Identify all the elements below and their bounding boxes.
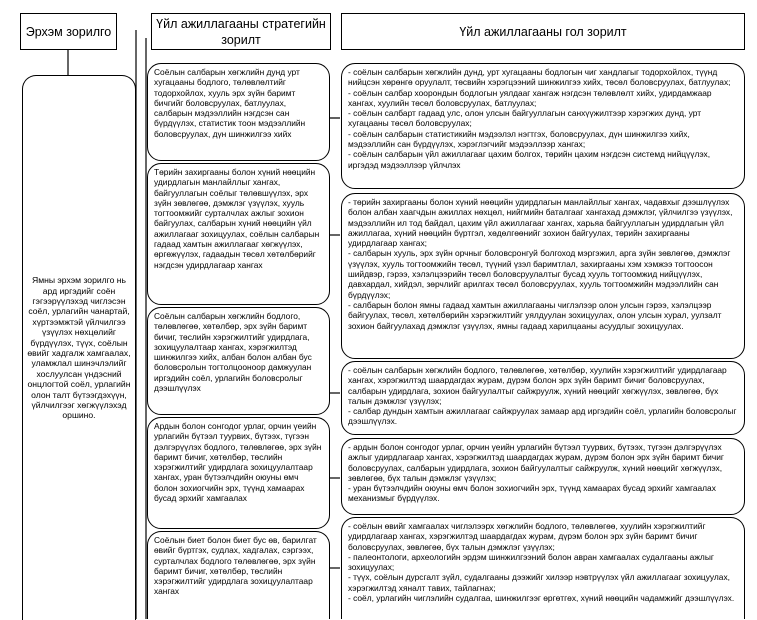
strategic-box-5	[147, 531, 330, 619]
strategic-text-5: Соёлын биет болон биет бус өв, барилгат өвийг бүртгэх, судлах, хадгалах, сэргээх, сурталчлах бодлого төлөвлөгөө, эрх зүйн баримт бичиг, хөтөлбөр, төслийн хэрэгжилтийг удирдлага зохицуулалтаар хангах	[154, 535, 317, 597]
goal-3-2: - салбар дундын хамтын ажиллагааг сайжруулах замаар ард иргэдийн соёл, урлагийн боловсролыг дээшлүүлэх.	[348, 406, 737, 427]
goal-4-1: - ардын болон сонгодог урлаг, орчин үеийн урлагийн бүтээл туурвих, бүтээх, түгээн дэлгэрүүлэх ажлыг удирдлагаар хангах, хэрэгжилтэд шаардагдах журам, дүрэм болон эрх зүйн баримт бичиг боловсруулах, салбарын удирдлага, зохион байгуулалтыг сайжруулж, хүний нөөцийг хөгжүүлэх, зөвлөгөө, бүх талын дэмжлэг үзүүлэх;	[348, 442, 724, 483]
mission-header-label: Эрхэм зорилго	[25, 24, 112, 39]
goal-1-1: - соёлын салбарын хөгжлийн дунд, урт хугацааны бодлогын чиг хандлагыг тодорхойлох, түүнд нийцсэн хөрөнгө оруулалт, төсвийн хэрэгцээний шинжилгээ хийх, төсөл боловсруулах, батлуулах;	[348, 67, 731, 88]
goal-4-2: - уран бүтээлчдийн оюуны өмч болон зохиогчийн эрх, түүнд хамаарах бусад эрхийг хамгаалах механизмыг бүрдүүлэх.	[348, 483, 716, 504]
strategic-box-4	[147, 417, 330, 529]
goal-2-3: - салбарын болон ямны гадаад хамтын ажиллагааны чиглэлээр олон улсын гэрээ, хэлэлцээр байгуулах, төсөл, хөтөлбөрийн хэрэгжилтийг уялдуулан зохицуулах, олон улсын хурал, уулзалт зохион байгуулахад дэмжлэг үзүүлэх, ямны гадаад харилцааны асуудлыг зохицуулах.	[348, 299, 722, 331]
strategic-text-3: Соёлын салбарын хөгжлийн бодлого, төлөвлөгөө, хөтөлбөр, эрх зүйн баримт бичиг, төслийн хэрэгжилтийг удирдлага, зохицуулалтаар хангах, хэрэгжилтэд шинжилгээ хийх, албан болон албан бус боловсролын тогтолцооноор дамжуулан иргэдийн соёл, урлагийн боловсролыг дээшлүүлэх	[154, 311, 312, 394]
main-goals-header-label: Үйл ажиллагааны гол зорилт	[459, 24, 627, 39]
main-goals-header	[341, 13, 745, 50]
strategic-header-label: Үйл ажиллагааны стратегийн зорилт	[156, 16, 326, 47]
goal-5-1: - соёлын өвийг хамгаалах чиглэлээрх хөгжлийн бодлого, төлөвлөгөө, хуулийн хэрэгжилтийг удирдлагаар хангах, хэрэгжилтэд шаардагдах журам, дүрэм болон эрх зүйн баримт бичиг боловсруулах, зөвлөгөө, бүх талын дэмжлэг үзүүлэх;	[348, 521, 706, 552]
strategic-text-4: Ардын болон сонгодог урлаг, орчин үеийн урлагийн бүтээл туурвих, бүтээх, түгээн дэлгэрүүлэх бодлого, төлөвлөгөө, эрх зүйн баримт бичиг, хөтөлбөр, төслийн хэрэгжилтийг удирдлага зохицуулалтаар хангах, уран бүтээлчдийн оюуны өмч болон зохиогчийн эрх, түүнд хамаарах бусад эрхийг хамгаалах	[154, 421, 322, 504]
mission-text: Ямны эрхэм зорилго нь ард иргэдийг соён гэгээрүүлэхэд чиглэсэн соёл, урлагийн чанартай, хүртээмжтэй үйлчилгээ үзүүлэх нөхцөлийг бүрдүүлэх, түүх, соёлын өвийг хадгалж хамгаалах, уламжлал шинэчлэлийг хослуулсан үндэсний онцлогтой соёл, урлагийн олон талт бүтээгдэхүүн, үйлчилгээг хөгжүүлэхэд оршино.	[27, 275, 131, 421]
strategic-text-1: Соёлын салбарын хөгжлийн дунд урт хугацааны бодлого, төлөвлөлтийг тодорхойлох, хууль эрх зүйн баримт бичгийг боловсруулах, батлуулах, салбарын мэдээллийн нэгдсэн сан бүрдүүлэх, статистик тоон мэдээллийн боловсруулах, дүн шинжилгээ хийх	[154, 67, 306, 139]
strategic-box-3	[147, 307, 330, 415]
strategic-box-1	[147, 63, 330, 161]
goal-box-4	[341, 438, 745, 515]
goal-3-1: - соёлын салбарын хөгжлийн бодлого, төлөвлөгөө, хөтөлбөр, хуулийн хэрэгжилтийг удирдлагаар хангах, хэрэгжилтэд шаардагдах журам, дүрэм болон эрх зүйн баримт бичиг боловсруулах, салбарын удирдлага, зохион байгуулалтыг сайжруулж, хүний нөөцийг хөгжүүлэх, зөвлөгөө, бүх талын дэмжлэг үзүүлэх;	[348, 365, 727, 406]
goal-5-3: - түүх, соёлын дурсгалт зүйл, судалгааны дээжийг хилээр нэвтрүүлэх үйл ажиллагааг зохицуулах, хэрэгжилтэд хяналт тавих, тайлагнах;	[348, 572, 730, 593]
goal-box-3	[341, 361, 745, 435]
mission-box	[22, 75, 136, 620]
strategic-text-2: Төрийн захиргааны болон хүний нөөцийн удирдлагын манлайллыг хангах, байгууллагын соёлыг төлөвшүүлэх, эрх зүйн зөвлөгөө, дэмжлэг үзүүлэх, хууль тогтоомжийг сурталчлах ажлыг зохион байгуулах, салбарын хүний нөөцийн үйл ажиллагааг зохицуулах, соёлын салбарын гадаад хамтын ажиллагааг хөгжүүлэх, өргөжүүлэх, гадаадын төсөл хөтөлбөрийг нэгдсэн удирдлагаар хангах	[154, 167, 320, 270]
goal-1-4: - соёлын салбарын статистикийн мэдээлэл нэгтгэх, боловсруулах, дүн шинжилгээ хийх, мэдээллийн сан бүрдүүлэх, хэрэглэгчийг мэдээллээр хангах;	[348, 128, 690, 150]
goal-2-1: - төрийн захиргааны болон хүний нөөцийн удирдлагын манлайллыг хангах, чадавхыг дээшлүүлэх болон албан хаагчдын ажиллах нөхцөл, нийгмийн баталгааг хангахад дэмжлэг, үйлчилгээ үзүүлэх, мэдээллийн ил тод байдал, цахим үйл ажиллагааг хангах, харьяа байгууллагын удирдлагын үйл ажиллагаа, хүний нөөцийн бүртгэл, хөдөлгөөнийг зохион байгуулах, төрийн захиргааны удирдлагаар хангах;	[348, 197, 733, 249]
goal-5-2: - палеонтологи, археологийн эрдэм шинжилгээний болон авран хамгаалах судалгааны ажлыг зохицуулах;	[348, 551, 714, 573]
goal-1-3: - соёлын салбарт гадаад улс, олон улсын байгууллагын санхүүжилтээр хэрэгжих дунд, урт хугацааны төсөл боловсруулах;	[348, 108, 702, 129]
goal-1-5: - соёлын салбарын үйл ажиллагааг цахим болгох, төрийн цахим нэгдсэн системд нийцүүлэх, иргэдэд мэдээллээр үйлчлэх	[348, 149, 711, 170]
goal-box-2	[341, 193, 745, 359]
goal-box-5	[341, 517, 745, 619]
goal-1-2: - соёлын салбар хоорондын бодлогын уялдааг хангаж нэгдсэн төлөвлөлт хийх, удирдамжаар хангах, хуулийн төсөл боловсруулах, батлуулах;	[348, 87, 712, 108]
strategic-header	[151, 13, 331, 50]
strategic-box-2	[147, 163, 330, 305]
goal-box-1	[341, 63, 745, 189]
goal-2-2: - салбарын хууль, эрх зүйн орчныг боловсронгуй болгоход мэргэжил, арга зүйн зөвлөгөө, дэмжлэг үзүүлэх, хууль тогтоомжийн төсөл, түүний үзэл баримтлал, захиргааны хэм хэмжээ тогтоосон шийдвэр, гэрээ, хэлэлцээрийн төсөл боловсруулалтыг бусад хууль тогтоомжид нийцүүлэх, давхардал, хийдэл, зөрчлийг арилгах төсөл боловсруулах, хууль тогтоомжийн мэдээллийн сан бүрдүүлэх;	[348, 248, 731, 300]
mission-header	[20, 13, 117, 50]
goal-5-4: - соёл, урлагийн чиглэлийн судалгаа, шинжилгээг өргөтгөх, хүний нөөцийн чадамжийг дээшлүүлэх.	[348, 593, 735, 604]
